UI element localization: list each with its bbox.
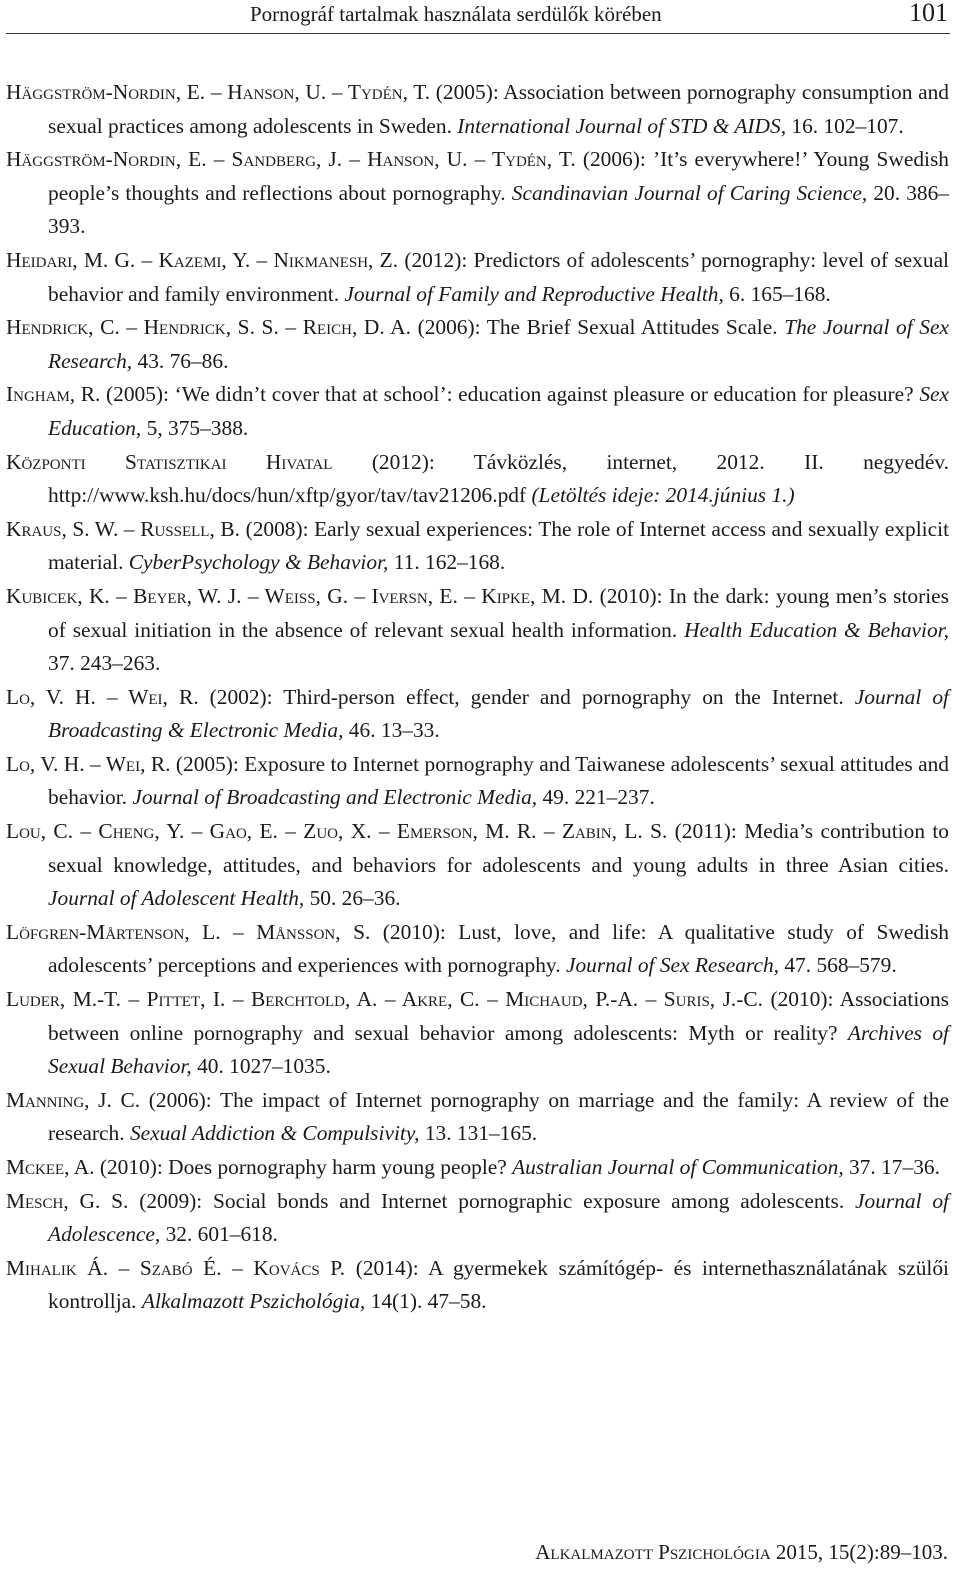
reference-text: (2006): The Brief Sexual Attitudes Scale. (410, 315, 785, 340)
reference-authors: Häggström-Nordin, E. – Sandberg, J. – Hanson, U. – Tydén, T. (6, 147, 576, 172)
reference-entry (6, 580, 949, 681)
page-header (0, 0, 960, 36)
journal-footer: Alkalmazott Pszichológia 2015, 15(2):89–103. (535, 1540, 948, 1564)
reference-authors: Központi Statisztikai Hivatal (6, 449, 333, 474)
reference-text: (2012): Predictors of adolescents’ pornography: level of sexual behavior and family environment. (48, 247, 950, 306)
reference-entry (6, 244, 949, 311)
reference-text: (2010): Associations between online pornography and sexual behavior among adolescents: Myth or reality? (48, 987, 950, 1045)
reference-entry (6, 815, 949, 916)
reference-volume-pages: 11. 162–168. (388, 550, 506, 575)
reference-entry (6, 513, 949, 580)
reference-journal: Journal of Sex Research, (565, 953, 780, 978)
reference-journal: Journal of Family and Reproductive Health, (344, 281, 724, 306)
reference-journal: International Journal of STD & AIDS, (457, 113, 787, 138)
reference-volume-pages: 6. 165–168. (723, 281, 831, 306)
reference-authors: Lo, V. H. – Wei, R. (6, 684, 199, 709)
reference-volume-pages: 40. 1027–1035. (191, 1054, 331, 1079)
reference-volume-pages: 47. 568–579. (779, 953, 897, 978)
reference-authors: Lou, C. – Cheng, Y. – Gao, E. – Zuo, X. – Emerson, M. R. – Zabin, L. S. (6, 819, 668, 844)
reference-text: (2012): Távközlés, internet, 2012. II. negyedév. http://www.ksh.hu/docs/hun/xftp/gyor/tav/tav21206.pdf (48, 449, 949, 508)
reference-entry (6, 446, 949, 513)
reference-text: (2010): Lust, love, and life: A qualitative study of Swedish adolescents’ perceptions and experiences with pornography. (48, 919, 950, 978)
reference-entry (6, 681, 949, 748)
reference-authors: Häggström-Nordin, E. – Hanson, U. – Tydén, T. (6, 80, 431, 104)
reference-volume-pages: 14(1). 47–58. (365, 1289, 487, 1314)
reference-authors: Heidari, M. G. – Kazemi, Y. – Nikmanesh, Z. (6, 247, 399, 272)
reference-volume-pages: 37. 243–263. (48, 651, 161, 676)
reference-text: (2006): The impact of Internet pornography on marriage and the family: A review of the research. (48, 1087, 949, 1146)
reference-text: (2005): Association between pornography consumption and sexual practices among adolescents in Sweden. (48, 80, 950, 138)
reference-entry (6, 1084, 949, 1151)
reference-journal: Journal of Adolescence, (48, 1188, 950, 1247)
reference-volume-pages: 20. 386–393. (48, 180, 949, 239)
reference-text: (2005): ‘We didn’t cover that at school’: education against pleasure or education for pleasure? (100, 382, 920, 407)
reference-text: (2011): Media’s contribution to sexual knowledge, attitudes, and behaviors for adolescents and young adults in three Asian cities. (48, 819, 950, 877)
reference-authors: Kubicek, K. – Beyer, W. J. – Weiss, G. – Iversn, E. – Kipke, M. D. (6, 583, 594, 608)
reference-volume-pages: 50. 26–36. (304, 886, 401, 911)
page-number: 101 (909, 0, 948, 27)
reference-entry (6, 76, 949, 143)
reference-entry (6, 916, 949, 983)
reference-authors: Mihalik Á. – Szabó É. – Kovács P. (6, 1255, 346, 1280)
reference-journal: Journal of Adolescent Health, (48, 886, 305, 911)
reference-entry (6, 143, 949, 244)
reference-text: (2005): Exposure to Internet pornography and Taiwanese adolescents’ sexual attitudes and behavior. (48, 751, 949, 810)
reference-text: (2010): In the dark: young men’s stories of sexual initiation in the absence of relevant sexual health information. (48, 583, 949, 642)
reference-authors: Manning, J. C. (6, 1087, 141, 1112)
reference-volume-pages: 37. 17–36. (843, 1155, 940, 1179)
reference-journal: Archives of Sexual Behavior, (48, 1020, 949, 1079)
reference-volume-pages: 5, 375–388. (141, 415, 249, 440)
reference-entry (6, 311, 949, 378)
reference-text: (2006): ’It’s everywhere!’ Young Swedish people’s thoughts and reflections about pornography. (48, 147, 950, 205)
reference-authors: Ingham, R. (6, 382, 101, 407)
reference-journal: CyberPsychology & Behavior, (128, 550, 389, 575)
reference-text: (2010): Does pornography harm young people? (94, 1155, 513, 1179)
reference-volume-pages: 46. 13–33. (343, 718, 440, 743)
reference-volume-pages: 49. 221–237. (537, 785, 655, 810)
header-rule (6, 33, 950, 34)
reference-authors: Luder, M.-T. – Pittet, I. – Berchtold, A. – Akre, C. – Michaud, P.-A. – Suris, J.-C. (6, 987, 763, 1012)
reference-entry (6, 1252, 949, 1319)
reference-journal: Australian Journal of Communication, (512, 1155, 844, 1179)
reference-volume-pages: 43. 76–86. (132, 348, 229, 373)
reference-journal: The Journal of Sex Research, (48, 315, 949, 373)
reference-authors: Kraus, S. W. – Russell, B. (6, 516, 240, 541)
reference-text: (2002): Third-person effect, gender and pornography on the Internet. (198, 684, 855, 709)
reference-entry (6, 378, 949, 445)
reference-entry (6, 1185, 949, 1252)
reference-journal: Health Education & Behavior, (684, 617, 949, 642)
reference-authors: Mckee, A. (6, 1155, 95, 1179)
reference-journal: (Letöltés ideje: 2014.június 1.) (531, 483, 795, 508)
reference-journal: Sex Education, (48, 382, 949, 440)
reference-journal: Alkalmazott Pszichológia, (141, 1289, 366, 1314)
reference-journal: Journal of Broadcasting & Electronic Media, (48, 684, 949, 743)
reference-authors: Mesch, G. S. (6, 1188, 129, 1213)
reference-entry (6, 1151, 949, 1185)
reference-list (6, 76, 949, 1319)
reference-authors: Löfgren-Mårtenson, L. – Månsson, S. (6, 919, 371, 944)
reference-volume-pages: 13. 131–165. (419, 1121, 538, 1146)
reference-entry (6, 748, 949, 815)
reference-text: (2009): Social bonds and Internet pornographic exposure among adolescents. (128, 1188, 855, 1213)
reference-volume-pages: 16. 102–107. (786, 113, 904, 138)
reference-journal: Scandinavian Journal of Caring Science, (511, 180, 868, 205)
reference-entry (6, 983, 949, 1084)
reference-journal: Sexual Addiction & Compulsivity, (129, 1121, 420, 1146)
reference-authors: Lo, V. H. – Wei, R. (6, 751, 171, 776)
reference-text: (2014): A gyermekek számítógép- és internethasználatának szülői kontrollja. (48, 1255, 949, 1314)
running-title: Pornográf tartalmak használata serdülők körében (250, 2, 662, 26)
reference-volume-pages: 32. 601–618. (160, 1222, 278, 1247)
reference-text: (2008): Early sexual experiences: The role of Internet access and sexually explicit material. (48, 516, 950, 575)
reference-authors: Hendrick, C. – Hendrick, S. S. – Reich, D. A. (6, 315, 411, 340)
reference-journal: Journal of Broadcasting and Electronic Media, (132, 785, 538, 810)
